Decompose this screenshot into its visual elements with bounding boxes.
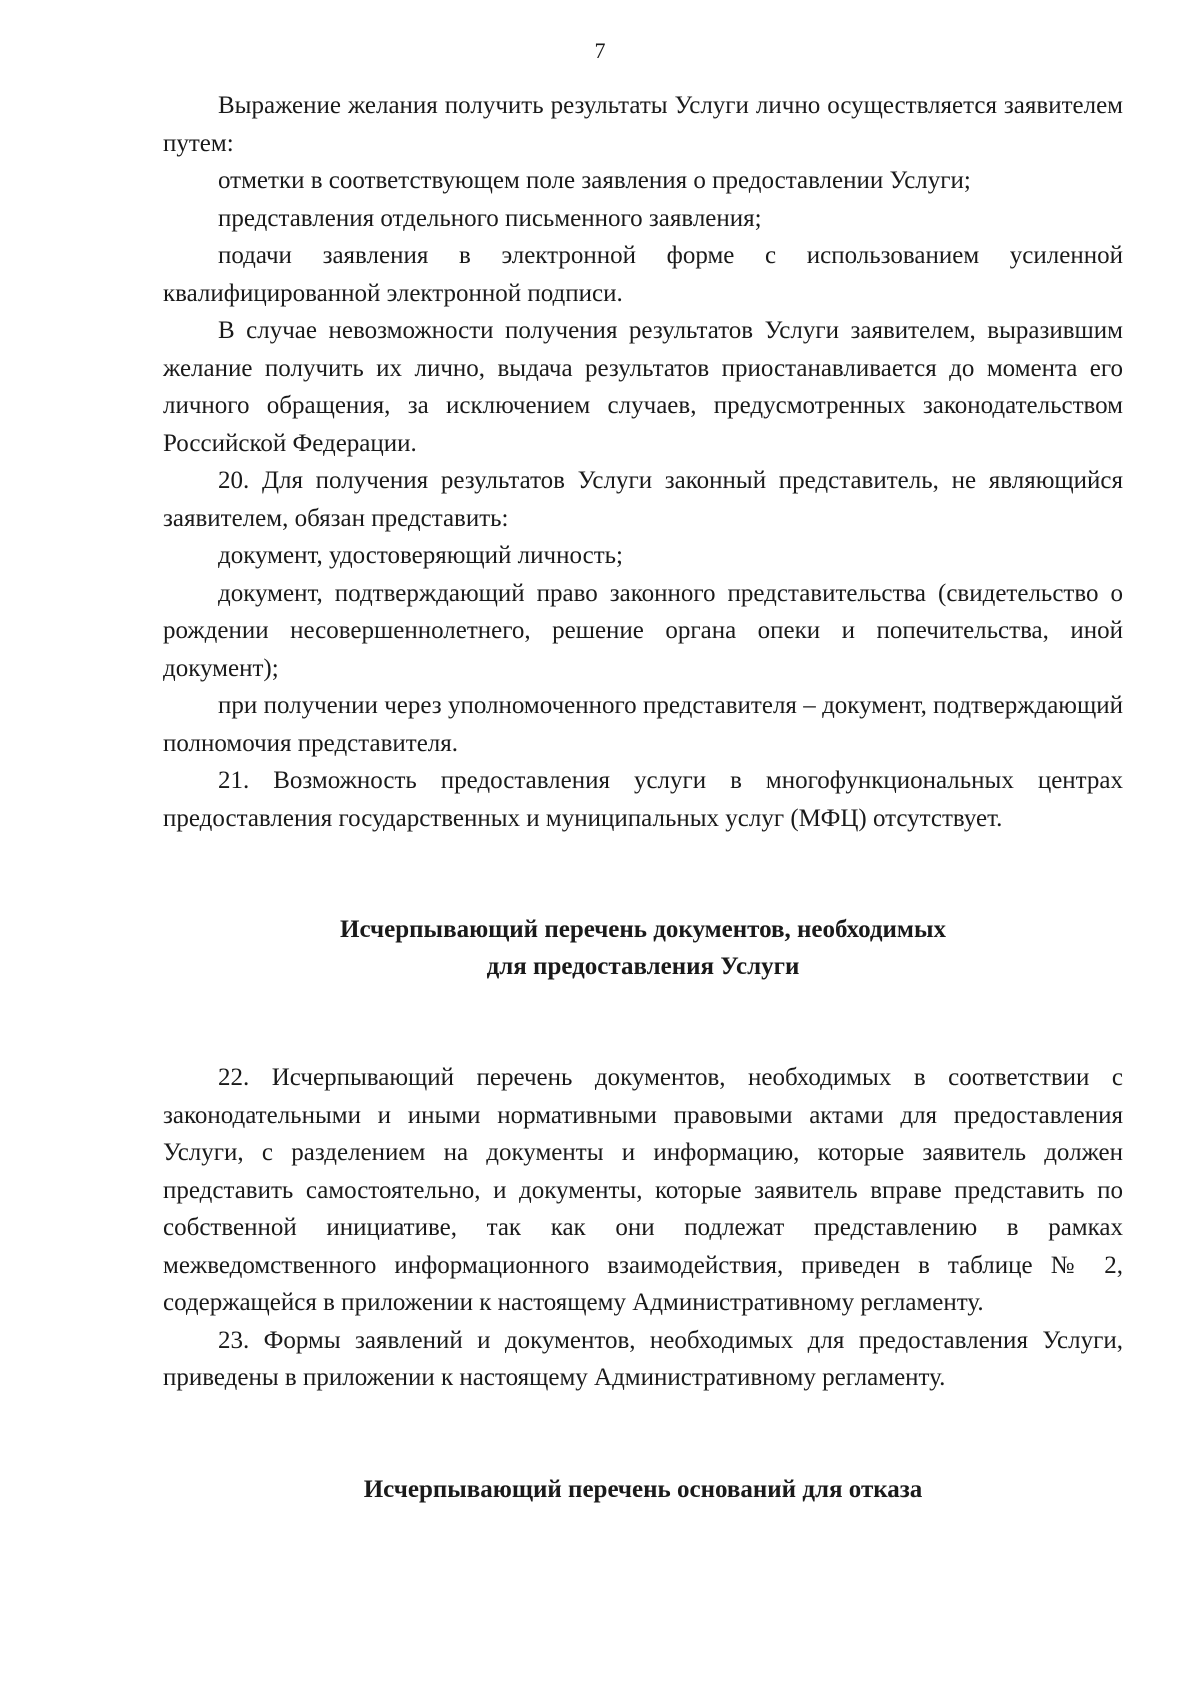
section-heading-documents [163,911,1123,985]
heading-line: для предоставления Услуги [486,953,800,980]
paragraph: Выражение желания получить результаты Услуги лично осуществляется заявителем путем: [163,92,1123,157]
heading-line: Исчерпывающий перечень документов, необходимых [340,916,946,943]
heading-line: Исчерпывающий перечень оснований для отказа [363,1475,923,1503]
page-number: 7 [594,38,606,63]
paragraph: 23. Формы заявлений и документов, необходимых для предоставления Услуги, приведены в приложении к настоящему Административному регламенту. [163,1326,1123,1391]
paragraph: при получении через уполномоченного представителя – документ, подтверждающий полномочия представителя. [163,692,1123,757]
paragraph: 22. Исчерпывающий перечень документов, необходимых в соответствии с законодательными и иными нормативными правовыми актами для предоставления Услуги, с разделением на документы и информацию, которые заявитель должен представить самостоятельно, и документы, которые заявитель вправе представить по собственной инициативе, так как они подлежат представлению в рамках межведомственного информационного взаимодействия, приведен в таблице № 2, содержащейся в приложении к настоящему Административному регламенту. [163,1064,1123,1316]
paragraph: документ, удостоверяющий личность; [218,542,623,569]
paragraph: отметки в соответствующем поле заявления о предоставлении Услуги; [218,167,971,194]
paragraph: 20. Для получения результатов Услуги законный представитель, не являющийся заявителем, обязан представить: [163,467,1123,532]
paragraph: документ, подтверждающий право законного представительства (свидетельство о рождении несовершеннолетнего, решение органа опеки и попечительства, иной документ); [163,579,1123,682]
paragraph: В случае невозможности получения результатов Услуги заявителем, выразившим желание получить их лично, выдача результатов приостанавливается до момента его личного обращения, за исключением случаев, предусмотренных законодательством Российской Федерации. [163,317,1123,457]
document-body [163,87,1123,1508]
section-heading-refusal [163,1471,1123,1508]
paragraph: подачи заявления в электронной форме с использованием усиленной квалифицированной электронной подписи. [163,242,1123,307]
paragraph: представления отдельного письменного заявления; [218,204,762,232]
paragraph: 21. Возможность предоставления услуги в многофункциональных центрах предоставления государственных и муниципальных услуг (МФЦ) отсутствует. [163,767,1123,832]
